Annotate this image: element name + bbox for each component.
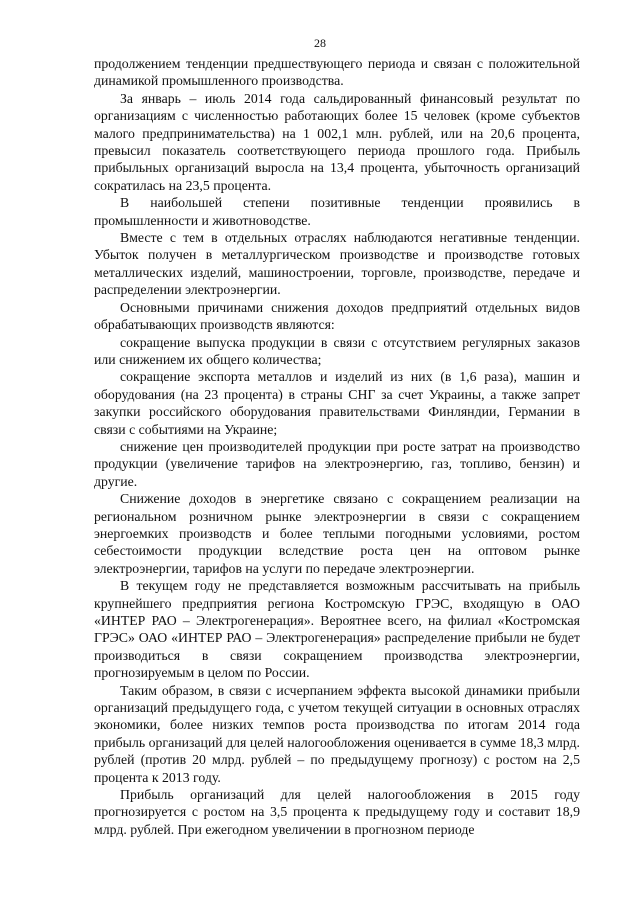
paragraph-main-reasons: Основными причинами снижения доходов предприятий отдельных видов обрабатывающих производств являются: <box>94 299 580 333</box>
paragraph-reason-export: сокращение экспорта металлов и изделий из них (в 1,6 раза), машин и оборудования (на 23 процента) в страны СНГ за счет Украины, а также запрет закупки российского оборудования правительствами Финляндии, Германии в связи с событиями на Украине; <box>94 369 580 437</box>
paragraph-positive-trends: В наибольшей степени позитивные тенденции проявились в промышленности и животноводстве. <box>94 195 580 228</box>
paragraph-reason-output: сокращение выпуска продукции в связи с отсутствием регулярных заказов или снижением их общего количества; <box>94 334 580 367</box>
body-text <box>94 55 580 838</box>
paragraph-forecast-2015: Прибыль организаций для целей налогообложения в 2015 году прогнозируется с ростом на 3,5 процента к предыдущему году и составит 18,9 млрд. рублей. При ежегодном увеличении в прогнозном периоде <box>94 787 580 837</box>
paragraph-reason-prices: снижение цен производителей продукции при росте затрат на производство продукции (увеличение тарифов на электроэнергию, газ, топливо, бензин) и другие. <box>94 438 580 489</box>
paragraph-continuation: продолжением тенденции предшествующего периода и связан с положительной динамикой промышленного производства. <box>94 56 580 89</box>
paragraph-negative-trends: Вместе с тем в отдельных отраслях наблюдаются негативные тенденции. Убыток получен в металлургическом производстве и производстве готовых металлических изделий, машиностроении, торговле, производстве, передаче и распределении электроэнергии. <box>94 230 580 298</box>
paragraph-energy: Снижение доходов в энергетике связано с сокращением реализации на региональном розничном рынке электроэнергии в связи с сокращением энергоемких производств и более теплыми погодными условиями, ростом себестоимости продукции вследствие роста цен на оптовом рынке электроэнергии, тарифов на услуги по передаче электроэнергии. <box>94 491 580 576</box>
paragraph-kostroma-gres: В текущем году не представляется возможным рассчитывать на прибыль крупнейшего предприятия региона Костромскую ГРЭС, входящую в ОАО «ИНТЕР РАО – Электрогенерация». Вероятнее всего, на филиал «Костромская ГРЭС» ОАО «ИНТЕР РАО – Электрогенерация» распределение прибыли не будет производиться в связи сокращением производства электроэнергии, прогнозируемым в целом по России. <box>94 578 580 681</box>
paragraph-financial-result: За январь – июль 2014 года сальдированный финансовый результат по организациям с численностью работающих более 15 человек (кроме субъектов малого предпринимательства) на 1 002,1 млн. рублей, или на 20,6 процента, превысил показатель соответствующего периода прошлого года. Прибыль прибыльных организаций выросла на 13,4 процента, убыточность организаций сократилась на 23,5 процента. <box>94 90 580 193</box>
paragraph-conclusion-2014: Таким образом, в связи с исчерпанием эффекта высокой динамики прибыли организаций предыдущего года, с учетом текущей ситуации в основных отраслях экономики, более низких темпов роста производства по итогам 2014 года прибыль организаций для целей налогообложения оценивается в сумме 18,3 млрд. рублей (против 20 млрд. рублей – по предыдущему прогнозу) с ростом на 2,5 процента к 2013 году. <box>94 682 580 785</box>
page-number: 28 <box>314 36 326 50</box>
